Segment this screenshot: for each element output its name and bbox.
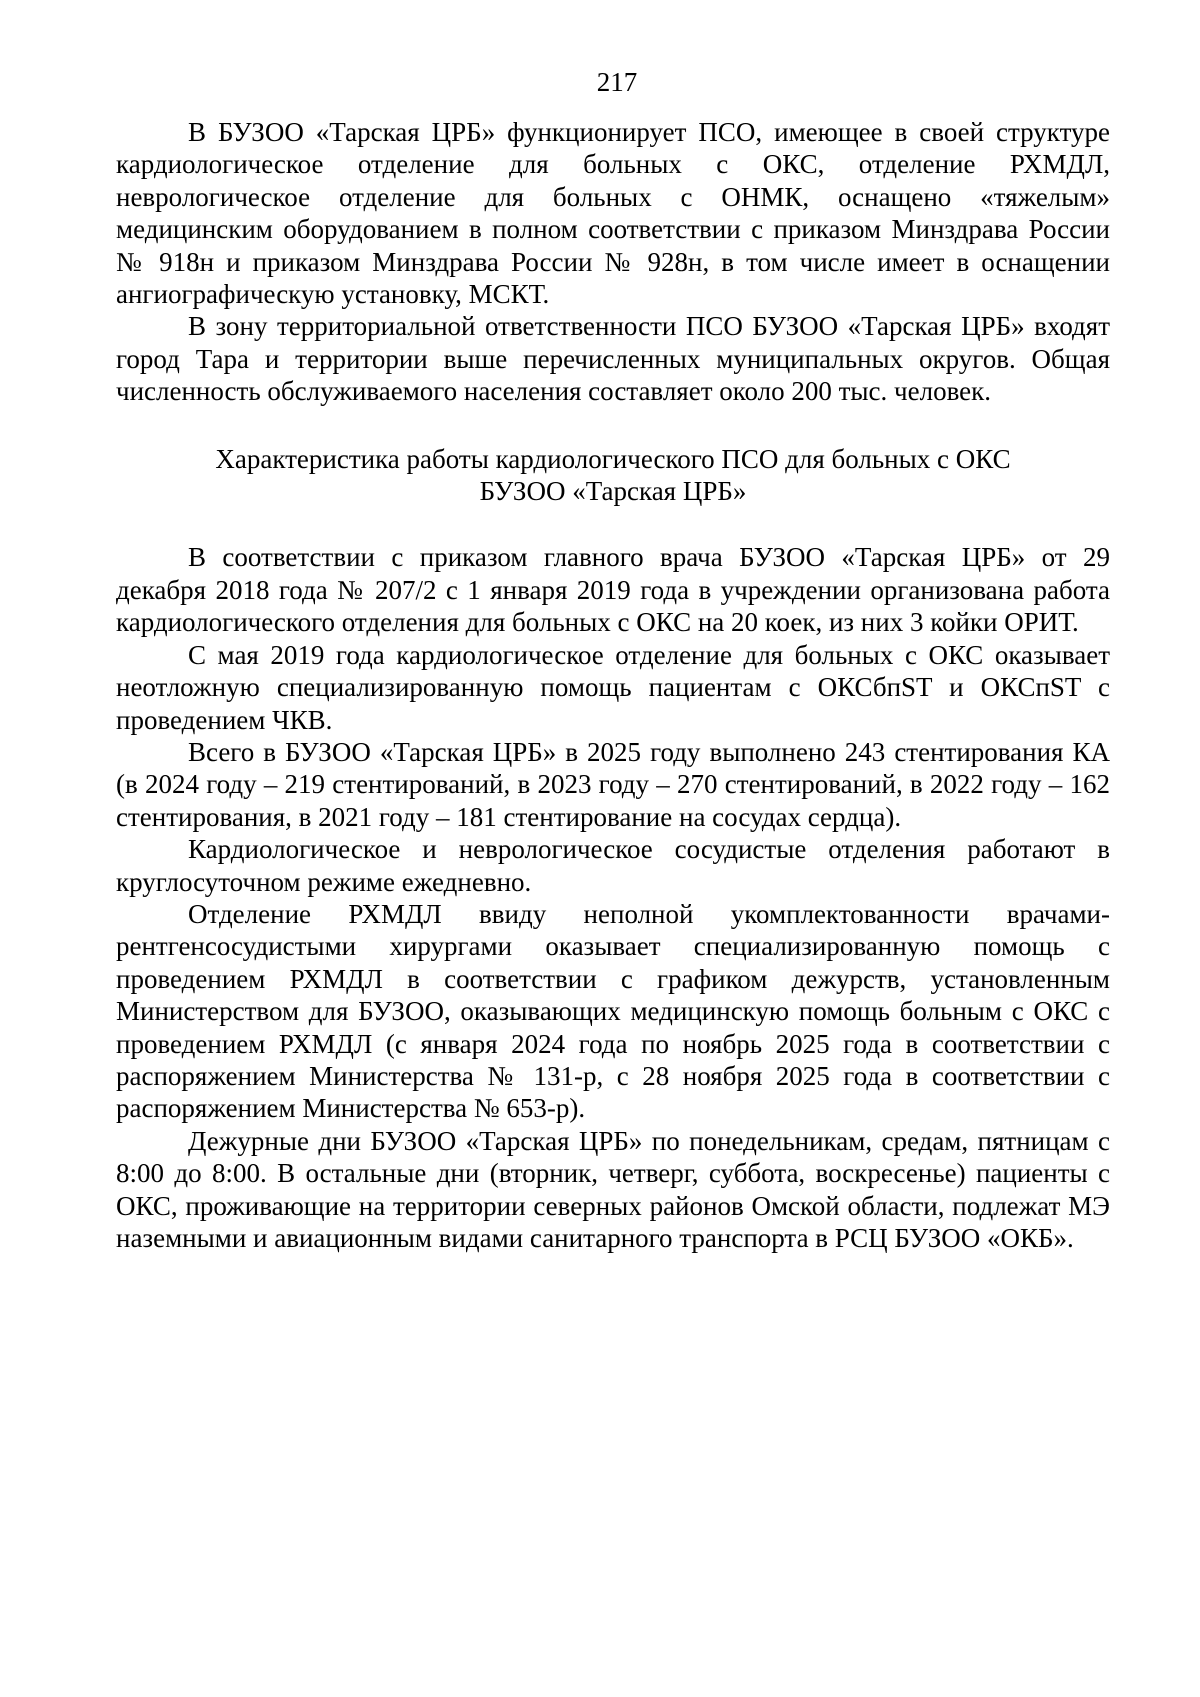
section-heading-line: Характеристика работы кардиологического ПСО для больных с ОКС: [215, 443, 1011, 474]
intro-paragraph: В БУЗОО «Тарская ЦРБ» функционирует ПСО, имеющее в своей структуре кардиологическое отделение для больных с ОКС, отделение РХМДЛ, неврологическое отделение для больных с ОНМК, оснащено «тяжелым» медицинским оборудованием в полном соответствии с приказом Минздрава России № 918н и приказом Минздрава России № 928н, в том числе имеет в оснащении ангиографическую установку, МСКТ.: [116, 117, 1110, 310]
body-paragraph: Дежурные дни БУЗОО «Тарская ЦРБ» по понедельникам, средам, пятницам с 8:00 до 8:00. В остальные дни (вторник, четверг, суббота, воскресенье) пациенты с ОКС, проживающие на территории северных районов Омской области, подлежат МЭ наземными и авиационным видами санитарного транспорта в РСЦ БУЗОО «ОКБ».: [116, 1125, 1110, 1253]
section-heading-line: БУЗОО «Тарская ЦРБ»: [479, 476, 747, 507]
body-paragraph: С мая 2019 года кардиологическое отделение для больных с ОКС оказывает неотложную специализированную помощь пациентам с ОКСбпST и ОКСпST с проведением ЧКВ.: [116, 639, 1110, 735]
page-number: 217: [596, 67, 638, 97]
document-page: [116, 66, 1110, 1254]
body-paragraph: В соответствии с приказом главного врача БУЗОО «Тарская ЦРБ» от 29 декабря 2018 года № 207/2 с 1 января 2019 года в учреждении организована работа кардиологического отделения для больных с ОКС на 20 коек, из них 3 койки ОРИТ.: [116, 542, 1110, 638]
body-paragraph: Всего в БУЗОО «Тарская ЦРБ» в 2025 году выполнено 243 стентирования КА (в 2024 году – 219 стентирований, в 2023 году – 270 стентирований, в 2022 году – 162 стентирования, в 2021 году – 181 стентирование на сосудах сердца).: [116, 736, 1110, 832]
section-heading: [116, 443, 1110, 508]
body-paragraph: Отделение РХМДЛ ввиду неполной укомплектованности врачами-рентгенсосудистыми хирургами оказывает специализированную помощь с проведением РХМДЛ в соответствии с графиком дежурств, установленным Министерством для БУЗОО, оказывающих медицинскую помощь больным с ОКС с проведением РХМДЛ (с января 2024 года по ноябрь 2025 года в соответствии с распоряжением Министерства № 131-р, с 28 ноября 2025 года в соответствии с распоряжением Министерства № 653-р).: [116, 898, 1110, 1124]
body-paragraph: Кардиологическое и неврологическое сосудистые отделения работают в круглосуточном режиме ежедневно.: [116, 834, 1110, 897]
intro-paragraph: В зону территориальной ответственности ПСО БУЗОО «Тарская ЦРБ» входят город Тара и территории выше перечисленных муниципальных округов. Общая численность обслуживаемого населения составляет около 200 тыс. человек.: [116, 311, 1110, 407]
